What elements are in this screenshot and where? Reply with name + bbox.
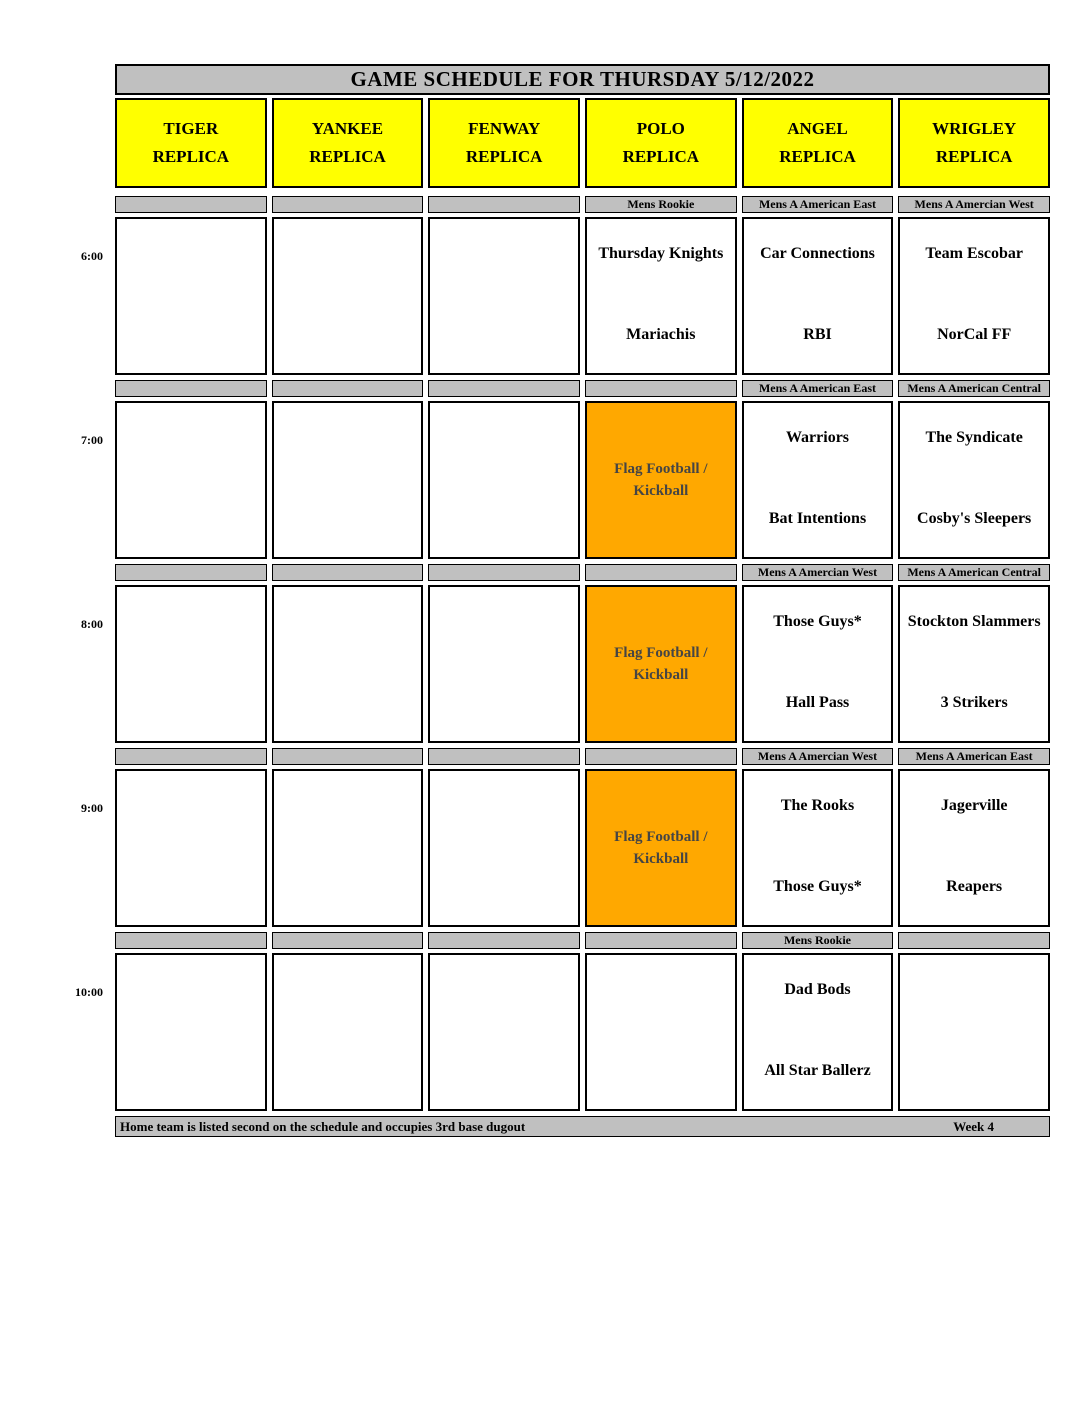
time-label: 6:00 xyxy=(81,249,103,263)
game-row-900 xyxy=(81,769,1050,927)
week-label: Week 4 xyxy=(953,1118,994,1134)
league-label xyxy=(115,196,267,213)
matchup-cell xyxy=(898,585,1050,743)
activity-cell xyxy=(585,585,737,743)
empty-field-cell xyxy=(272,401,424,559)
game-row-700 xyxy=(81,401,1050,559)
league-label xyxy=(272,380,424,397)
league-divider-row xyxy=(115,748,1050,765)
game-row-1000 xyxy=(75,953,1050,1111)
home-team: NorCal FF xyxy=(937,326,1012,343)
away-team: Those Guys* xyxy=(773,613,862,630)
home-team: Reapers xyxy=(946,878,1003,895)
home-team: Hall Pass xyxy=(785,694,850,711)
footer-note-bar xyxy=(115,1116,1050,1137)
activity-line2: Kickball xyxy=(633,483,689,499)
empty-field-cell xyxy=(428,217,580,375)
field-type: REPLICA xyxy=(779,147,856,167)
home-team: Mariachis xyxy=(626,326,696,343)
away-team: Jagerville xyxy=(940,797,1008,814)
league-label xyxy=(272,932,424,949)
field-type: REPLICA xyxy=(622,147,700,167)
matchup-cell xyxy=(742,401,894,559)
league-label: Mens A American Central xyxy=(898,564,1050,581)
home-team: All Star Ballerz xyxy=(764,1062,871,1079)
home-team: Cosby's Sleepers xyxy=(917,510,1032,527)
home-team: 3 Strikers xyxy=(940,694,1008,711)
empty-field-cell xyxy=(428,585,580,743)
away-team: Warriors xyxy=(785,429,850,446)
activity-line1: Flag Football / xyxy=(614,829,708,845)
empty-field-cell xyxy=(428,769,580,927)
away-team: The Rooks xyxy=(780,797,855,814)
matchup-cell xyxy=(898,769,1050,927)
league-label: Mens A American Central xyxy=(898,380,1050,397)
footer-note: Home team is listed second on the schedule and occupies 3rd base dugout xyxy=(120,1118,526,1134)
matchup-cell xyxy=(742,953,894,1111)
matchup-cell xyxy=(585,217,737,375)
home-team: Those Guys* xyxy=(773,878,862,895)
time-label: 10:00 xyxy=(75,985,103,999)
league-label xyxy=(272,564,424,581)
field-header-fenway xyxy=(428,98,580,188)
league-label xyxy=(585,932,737,949)
field-name: FENWAY xyxy=(468,118,541,138)
away-team: Dad Bods xyxy=(784,981,851,998)
league-label xyxy=(115,564,267,581)
empty-field-cell xyxy=(428,953,580,1111)
time-label: 9:00 xyxy=(81,801,103,815)
field-name: YANKEE xyxy=(311,118,384,138)
league-label xyxy=(585,564,737,581)
league-divider-row xyxy=(115,380,1050,397)
activity-line1: Flag Football / xyxy=(614,645,708,661)
league-label: Mens A Amercian West xyxy=(742,748,894,765)
league-label: Mens A American East xyxy=(898,748,1050,765)
empty-field-cell xyxy=(115,953,267,1111)
league-label: Mens A Amercian West xyxy=(898,196,1050,213)
empty-field-cell xyxy=(115,769,267,927)
empty-field-cell xyxy=(272,953,424,1111)
league-label xyxy=(272,196,424,213)
empty-field-cell xyxy=(585,953,737,1111)
matchup-cell xyxy=(742,769,894,927)
league-divider-row xyxy=(115,932,1050,949)
league-label: Mens A Amercian West xyxy=(742,564,894,581)
matchup-cell xyxy=(898,401,1050,559)
league-label xyxy=(428,196,580,213)
empty-field-cell xyxy=(115,217,267,375)
field-type: REPLICA xyxy=(935,147,1013,167)
field-type: REPLICA xyxy=(309,147,386,167)
league-label xyxy=(428,564,580,581)
empty-field-cell xyxy=(115,401,267,559)
away-team: Team Escobar xyxy=(925,245,1023,262)
league-label xyxy=(898,932,1050,949)
time-label: 7:00 xyxy=(81,433,103,447)
away-team: Stockton Slammers xyxy=(907,613,1041,630)
league-divider-row xyxy=(115,196,1050,213)
field-header-tiger xyxy=(115,98,267,188)
league-label: Mens Rookie xyxy=(585,196,737,213)
field-header-yankee xyxy=(272,98,424,188)
schedule-title: GAME SCHEDULE FOR THURSDAY 5/12/2022 xyxy=(115,64,1050,95)
field-name: POLO xyxy=(636,118,685,138)
field-name: TIGER xyxy=(163,118,219,138)
league-label: Mens A American East xyxy=(742,196,894,213)
away-team: Thursday Knights xyxy=(598,245,724,262)
league-label xyxy=(115,748,267,765)
home-team: RBI xyxy=(803,326,832,343)
field-type: REPLICA xyxy=(152,147,230,167)
league-label xyxy=(115,932,267,949)
field-header-row xyxy=(115,98,1050,188)
league-label xyxy=(428,932,580,949)
field-name: ANGEL xyxy=(787,118,848,138)
field-name: WRIGLEY xyxy=(932,118,1017,138)
matchup-cell xyxy=(742,585,894,743)
field-header-polo xyxy=(585,98,737,188)
league-label: Mens Rookie xyxy=(742,932,894,949)
activity-line2: Kickball xyxy=(633,667,689,683)
field-type: REPLICA xyxy=(465,147,543,167)
activity-cell xyxy=(585,769,737,927)
league-label xyxy=(428,380,580,397)
league-label xyxy=(585,748,737,765)
field-header-angel xyxy=(742,98,894,188)
activity-line1: Flag Football / xyxy=(614,461,708,477)
time-label: 8:00 xyxy=(81,617,103,631)
league-label xyxy=(272,748,424,765)
league-label: Mens A American East xyxy=(742,380,894,397)
empty-field-cell xyxy=(272,585,424,743)
empty-field-cell xyxy=(115,585,267,743)
empty-field-cell xyxy=(898,953,1050,1111)
activity-line2: Kickball xyxy=(633,851,689,867)
home-team: Bat Intentions xyxy=(768,510,867,527)
away-team: The Syndicate xyxy=(925,429,1023,446)
schedule-sheet xyxy=(75,64,1050,1137)
league-label xyxy=(585,380,737,397)
activity-cell xyxy=(585,401,737,559)
game-row-800 xyxy=(81,585,1050,743)
empty-field-cell xyxy=(272,769,424,927)
matchup-cell xyxy=(898,217,1050,375)
league-label xyxy=(115,380,267,397)
empty-field-cell xyxy=(428,401,580,559)
game-row-600 xyxy=(81,217,1050,375)
league-divider-row xyxy=(115,564,1050,581)
league-label xyxy=(428,748,580,765)
matchup-cell xyxy=(742,217,894,375)
empty-field-cell xyxy=(272,217,424,375)
away-team: Car Connections xyxy=(760,245,875,262)
field-header-wrigley xyxy=(898,98,1050,188)
